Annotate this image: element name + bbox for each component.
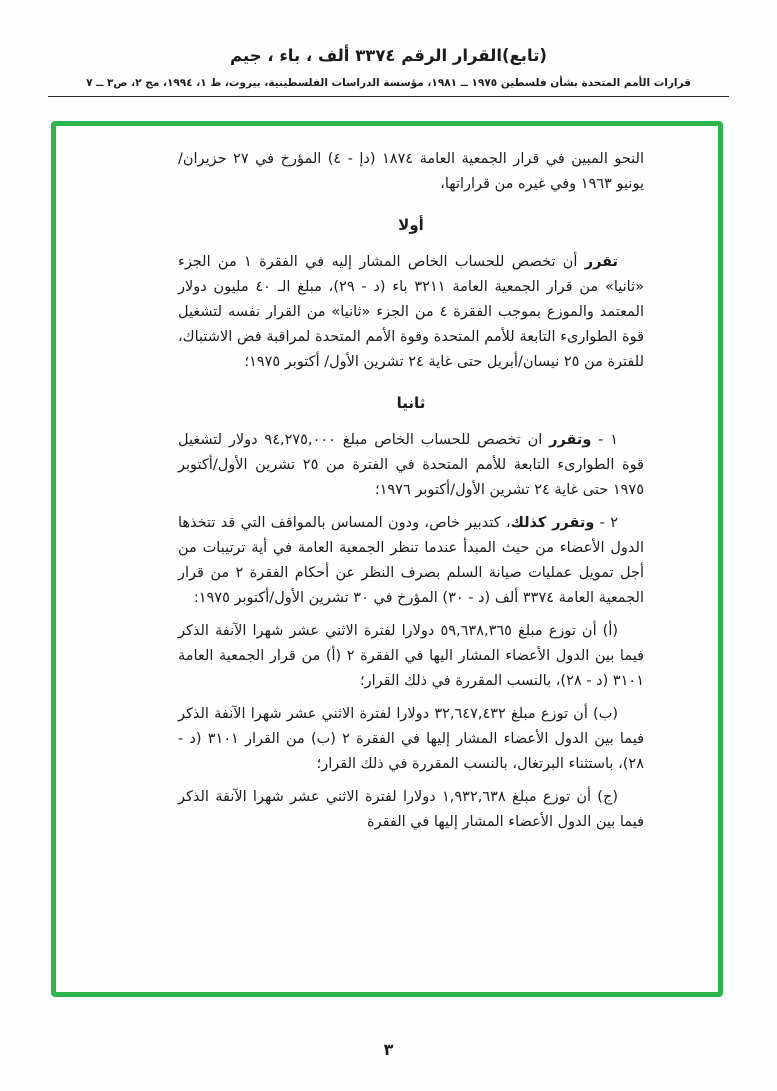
decision-lead-word: تقرر [584, 254, 618, 270]
document-source-line: قرارات الأمم المتحدة بشأن فلسطين ١٩٧٥ ــ ١٩٨١، مؤسسة الدراسات الفلسطينية، بيروت، ط ١، ١٩٩٤، مج ٢، ص٣ ــ ٧ [86, 77, 691, 89]
section-heading-second: ثانيا [396, 394, 426, 412]
section2-paragraph-1 [178, 428, 644, 503]
paragraph-text: ، كتدبير خاص، ودون المساس بالمواقف التي قد تتخذها الدول الأعضاء من حيث المبدأ عندما تنظر الجمعية العامة في أية ترتيبات من أجل تمويل عمليات صيانة السلم بصرف النظر عن أحكام الفقرة ٢ من قرار الجمعية العامة ٣٣٧٤ ألف (د - ٣٠) المؤرخ في ٣٠ تشرين الأول/أكتوبر ١٩٧٥: [178, 515, 644, 606]
document-header [0, 0, 777, 97]
header-divider [48, 96, 729, 97]
section1-paragraph [178, 250, 644, 375]
page-number: ٣ [383, 1040, 394, 1059]
paragraph-number: ٢ - [594, 515, 618, 531]
subitem-b-paragraph: (ب) أن توزع مبلغ ٣٢,٦٤٧,٤٣٢ دولارا لفترة الاثني عشر شهرا الآنفة الذكر فيما بين الدول الأعضاء المشار إليها في الفقرة ٢ (ب) من القرار ٣١٠١ (د - ٢٨)، باستثناء البرتغال، بالنسب المقررة في ذلك القرار؛ [178, 706, 644, 772]
section2-paragraph-2 [178, 511, 644, 611]
decision-lead-word: وتقرر كذلك [510, 515, 595, 531]
paragraph-number: ١ - [591, 432, 619, 448]
document-title: (تابع)القرار الرقم ٣٣٧٤ ألف ، باء ، جيم [230, 46, 547, 65]
paragraph-text: ان تخصص للحساب الخاص مبلغ ٩٤,٢٧٥,٠٠٠ دولار لتشغيل قوة الطوارىء التابعة للأمم المتحدة في الفترة من ٢٥ تشرين الأول/أكتوبر ١٩٧٥ حتى غاية ٢٤ تشرين الأول/أكتوبر ١٩٧٦؛ [178, 432, 644, 498]
intro-paragraph: النحو المبين في قرار الجمعية العامة ١٨٧٤ (دإ - ٤) المؤرخ في ٢٧ حزيران/يونيو ١٩٦٣ وفي غيره من قراراتها، [178, 151, 645, 192]
section1-text: أن تخصص للحساب الخاص المشار إليه في الفقرة ١ من الجزء «ثانيا» من قرار الجمعية العامة ٣٢١١ باء (د - ٢٩)، مبلغ الـ ٤٠ مليون دولار المعتمد والموزع بموجب الفقرة ٤ من الجزء «ثانيا» من القرار نفسه لتشغيل قوة الطوارىء التابعة للأمم المتحدة وقوة الأمم المتحدة لمراقبة فض الاشتباك، للفترة من ٢٥ نيسان/أبريل حتى غاية ٢٤ تشرين الأول/ أكتوبر ١٩٧٥؛ [178, 254, 644, 370]
subitem-a-paragraph: (أ) أن توزع مبلغ ٥٩,٦٣٨,٣٦٥ دولارا لفترة الاثني عشر شهرا الآنفة الذكر فيما بين الدول الأعضاء المشار اليها في الفقرة ٢ (أ) من قرار الجمعية العامة ٣١٠١ (د - ٢٨)، بالنسب المقررة في ذلك القرار؛ [178, 623, 645, 689]
document-body [178, 147, 644, 843]
section-heading-first: أولا [398, 216, 424, 234]
decision-lead-word: وتقرر [549, 432, 592, 448]
subitem-c-paragraph: (ج) أن توزع مبلغ ١,٩٣٢,٦٣٨ دولارا لفترة الاثني عشر شهرا الآنفة الذكر فيما بين الدول الأعضاء المشار إليها في الفقرة [178, 789, 644, 830]
